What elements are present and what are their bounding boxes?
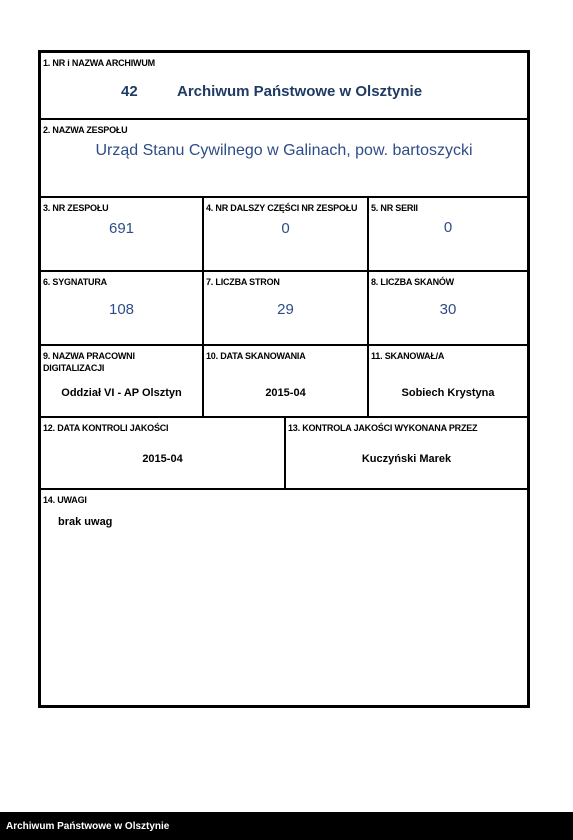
lab-name-cell (40, 345, 203, 417)
qc-date-cell (40, 417, 285, 489)
page-count-value: 29 (277, 301, 294, 318)
part-number-value: 0 (281, 220, 290, 237)
footer-text: Archiwum Państwowe w Olsztynie (6, 821, 170, 832)
fonds-name-value: Urząd Stanu Cywilnego w Galinach, pow. bartoszycki (95, 142, 473, 159)
qc-by-label: 13. KONTROLA JAKOŚCI WYKONANA PRZEZ (288, 423, 478, 433)
series-number-value: 0 (443, 219, 453, 236)
signature-label: 6. SYGNATURA (43, 277, 107, 287)
remarks-label: 14. UWAGI (43, 495, 87, 505)
qc-date-value: 2015-04 (142, 453, 183, 465)
remarks-value: brak uwag (58, 516, 113, 528)
page-count-label: 7. LICZBA STRON (206, 277, 280, 287)
signature-cell (40, 271, 203, 345)
scanned-by-value: Sobiech Krystyna (401, 387, 495, 399)
scanned-by-cell (368, 345, 528, 417)
scan-count-value: 30 (439, 301, 457, 318)
archive-name: Archiwum Państwowe w Olsztynie (177, 83, 423, 100)
series-number-cell (368, 197, 528, 271)
lab-name-label: 9. NAZWA PRACOWNI DIGITALIZACJI (43, 351, 135, 373)
part-number-label: 4. NR DALSZY CZĘŚCI NR ZESPOŁU (206, 203, 358, 213)
archive-label: 1. NR i NAZWA ARCHIWUM (43, 58, 155, 68)
archive-number: 42 (121, 83, 138, 100)
footer-bar (0, 812, 573, 840)
scanned-by-label: 11. SKANOWAŁ/A (371, 351, 445, 361)
qc-by-cell (285, 417, 528, 489)
page-count-cell (203, 271, 368, 345)
scan-date-label: 10. DATA SKANOWANIA (206, 351, 306, 361)
scan-count-cell (368, 271, 528, 345)
qc-date-label: 12. DATA KONTROLI JAKOŚCI (43, 423, 169, 433)
fonds-name-label: 2. NAZWA ZESPOŁU (43, 125, 128, 135)
metadata-form (38, 50, 530, 708)
lab-name-value: Oddział VI - AP Olsztyn (61, 387, 182, 399)
scan-date-value: 2015-04 (265, 387, 306, 399)
fonds-number-label: 3. NR ZESPOŁU (43, 203, 109, 213)
fonds-number-value: 691 (108, 220, 135, 237)
scan-date-cell (203, 345, 368, 417)
archive-cell (40, 52, 528, 119)
signature-value: 108 (108, 301, 135, 318)
series-number-label: 5. NR SERII (371, 203, 418, 213)
qc-by-value: Kuczyński Marek (361, 453, 452, 465)
fonds-number-cell (40, 197, 203, 271)
part-number-cell (203, 197, 368, 271)
scan-count-label: 8. LICZBA SKANÓW (371, 277, 454, 287)
remarks-cell (40, 489, 528, 706)
fonds-name-cell (40, 119, 528, 197)
